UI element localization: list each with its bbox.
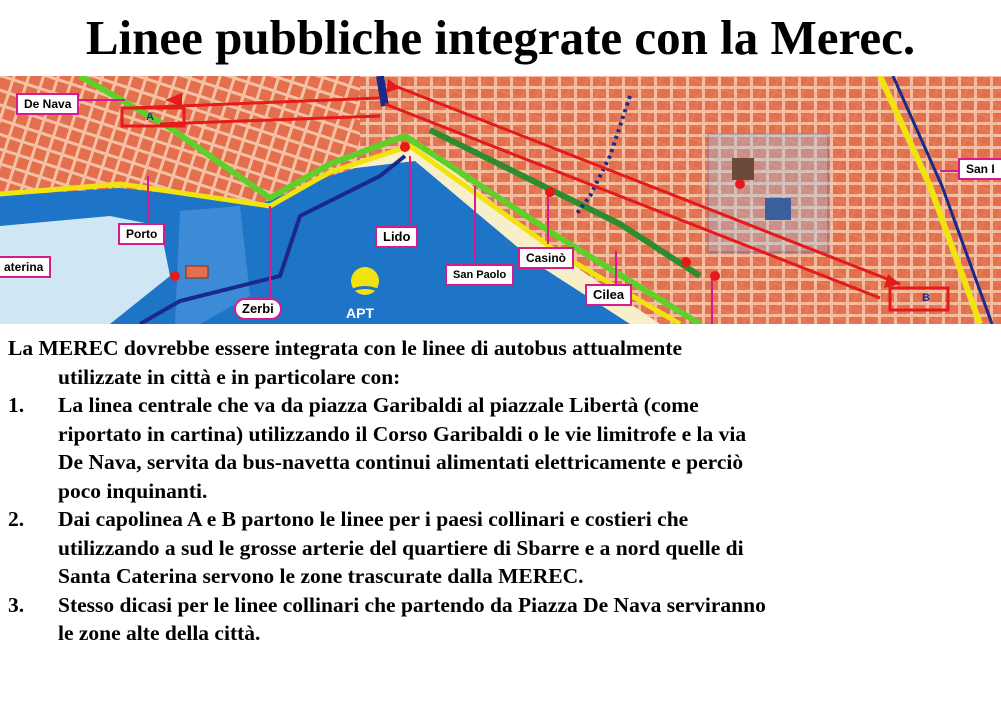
list-line: Stesso dicasi per le linee collinari che partendo da Piazza De Nava serviranno [58, 592, 766, 617]
list-item-1 [8, 391, 993, 505]
list-line: le zone alte della città. [58, 621, 261, 645]
label-cilea: Cilea [585, 284, 632, 306]
label-lido: Lido [375, 226, 418, 248]
label-caterina: aterina [0, 256, 51, 278]
label-porto: Porto [118, 223, 165, 245]
list-line: poco inquinanti. [58, 478, 208, 503]
capolinea-b-marker: B [922, 292, 930, 304]
label-san: San I [958, 158, 1001, 180]
list-line: Dai capolinea A e B partono le linee per i paesi collinari e costieri che [58, 507, 689, 531]
list-line: utilizzando a sud le grosse arterie del quartiere di Sbarre e a nord quelle di [58, 535, 744, 560]
list-line: La linea centrale che va da piazza Garibaldi al piazzale Libertà (come [58, 393, 699, 417]
list-item-3 [8, 591, 993, 648]
body-text [8, 334, 993, 648]
list-number: 1. [8, 393, 25, 417]
list-number: 3. [8, 592, 25, 617]
list-line: Santa Caterina servono le zone trascurate dalla MEREC. [58, 564, 584, 588]
intro-line-2: utilizzate in città e in particolare con: [58, 364, 401, 389]
list-item-2 [8, 505, 993, 591]
label-san-paolo: San Paolo [445, 264, 514, 286]
label-de-nava: De Nava [16, 93, 79, 115]
list-number: 2. [8, 507, 25, 531]
page-title: Linee pubbliche integrate con la Merec. [85, 10, 916, 65]
capolinea-a-marker: A [146, 111, 154, 123]
list-line: riportato in cartina) utilizzando il Corso Garibaldi o le vie limitrofe e la via [58, 421, 747, 446]
label-zerbi: Zerbi [234, 298, 282, 320]
intro-line-1: La MEREC dovrebbe essere integrata con le linee di autobus attualmente [8, 336, 683, 360]
list-line: De Nava, servita da bus-navetta continui alimentati elettricamente e perciò [58, 450, 744, 474]
label-casino: Casinò [518, 247, 574, 269]
apt-logo-text: APT [346, 305, 374, 321]
city-map [0, 76, 1001, 324]
